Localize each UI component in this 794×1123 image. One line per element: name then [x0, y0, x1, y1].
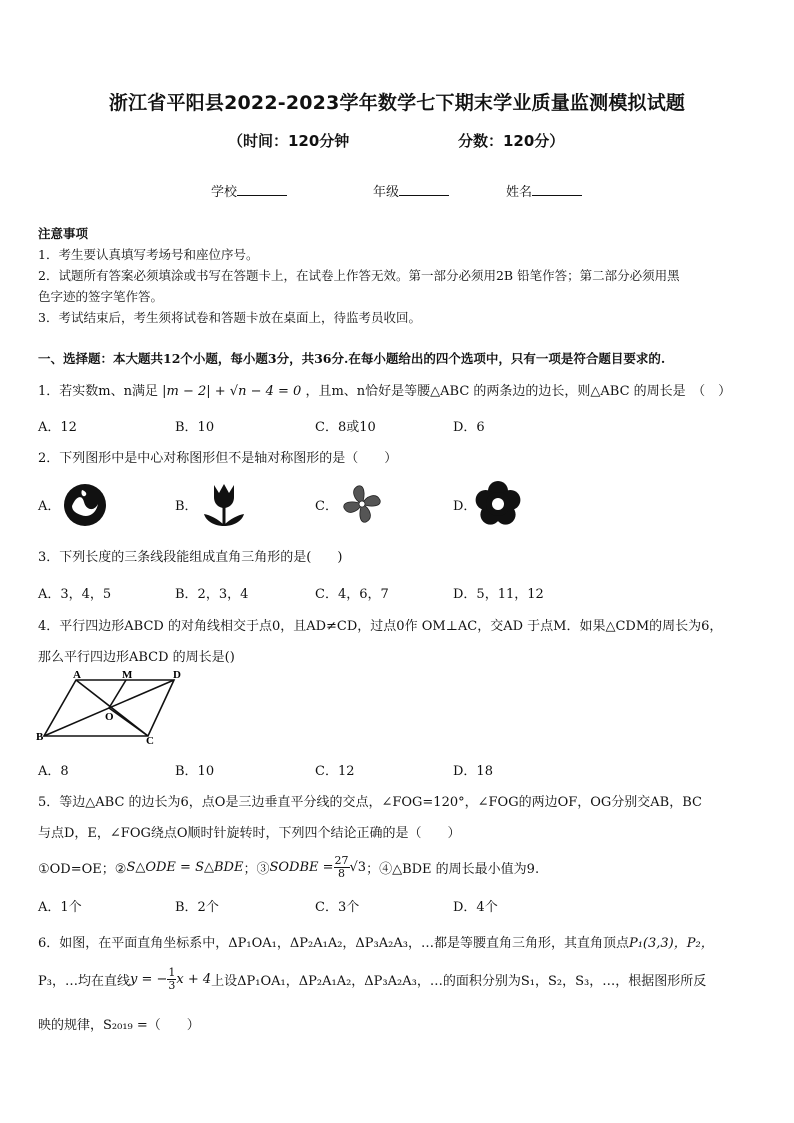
q5-c1: ①OD=OE；②: [38, 861, 127, 877]
q2-option-d[interactable]: D．: [453, 499, 477, 514]
name-blank: [532, 183, 582, 196]
q6-fraction: [167, 967, 176, 992]
q1-option-c[interactable]: C．8或10: [315, 420, 376, 435]
question-6-line1: [38, 932, 714, 951]
drop-circle-icon: [62, 482, 108, 528]
q5-option-c[interactable]: C．3个: [315, 900, 360, 915]
q6-line2a: P₃，…均在直线: [38, 973, 130, 989]
question-4-line1: 4．平行四边形ABCD 的对角线相交于点0，且AD≠CD，过点0作 OM⊥AC，交AD 于点M．如果△CDM的周长为6，: [38, 619, 723, 634]
notice-item: 2．试题所有答案必须填涂或书写在答题卡上，在试卷上作答无效。第一部分必须用2B 铅笔作答；第二部分必须用黑: [38, 268, 680, 283]
q6-line1b: P₁(3,3)，P₂，: [628, 936, 714, 951]
section-heading: 一、选择题：本大题共12个小题，每小题3分，共36分.在每小题给出的四个选项中，只有一项是符合题目要求的.: [38, 351, 666, 366]
notice-item: 3．考试结束后，考生须将试卷和答题卡放在桌面上，待监考员收回。: [38, 310, 421, 325]
q5-frac-num: 27: [334, 853, 349, 867]
vertex-label: C: [146, 735, 154, 747]
vertex-label: D: [173, 669, 181, 681]
question-1: [38, 380, 731, 399]
q1-option-a[interactable]: A．12: [38, 420, 77, 435]
grade-label: 年级: [373, 185, 400, 200]
notice-item: 色字迹的签字笔作答。: [38, 289, 164, 304]
q5-option-a[interactable]: A．1个: [38, 900, 82, 915]
vertex-label: A: [73, 669, 81, 681]
q4-option-a[interactable]: A．8: [38, 764, 69, 779]
q5-option-d[interactable]: D．4个: [453, 900, 498, 915]
question-5-line2: 与点D，E，∠FOG绕点O顺时针旋转时，下列四个结论正确的是（ ）: [38, 826, 461, 841]
question-3: 3．下列长度的三条线段能组成直角三角形的是( ): [38, 550, 343, 565]
q5-c3: ；③: [243, 861, 270, 877]
question-6-line2: [38, 962, 706, 996]
q5-option-b[interactable]: B．2个: [175, 900, 219, 915]
q1-option-d[interactable]: D．6: [453, 420, 485, 435]
q6-line-eq2: x + 4: [176, 971, 212, 987]
q5-frac-den: 8: [338, 866, 346, 880]
q6-frac-num: 1: [168, 965, 176, 979]
q2-option-c[interactable]: C．: [315, 499, 338, 514]
q3-option-c[interactable]: C．4，6，7: [315, 587, 389, 602]
school-field: [211, 181, 287, 200]
q3-option-b[interactable]: B．2，3，4: [175, 587, 249, 602]
q6-line1a: 6．如图，在平面直角坐标系中，ΔP₁OA₁，ΔP₂A₁A₂，ΔP₃A₂A₃，…都是等腰直角三角形，其直角顶点: [38, 936, 629, 951]
parallelogram-figure: [36, 668, 186, 748]
notice-heading: 注意事项: [38, 226, 89, 241]
score-info: 分数：120分）: [458, 132, 565, 150]
school-label: 学校: [211, 185, 238, 200]
vertex-label: O: [105, 711, 114, 723]
q4-option-c[interactable]: C．12: [315, 764, 355, 779]
q6-line-eq: y = −: [129, 971, 168, 987]
q1-pre: 1．若实数m、n满足: [38, 384, 158, 399]
tulip-icon: [200, 481, 248, 529]
q5-c4: ；④△BDE 的周长最小值为9.: [366, 861, 540, 877]
q4-option-b[interactable]: B．10: [175, 764, 215, 779]
flower-icon: [474, 480, 522, 528]
q5-sqrt3: √3: [349, 859, 367, 875]
q6-frac-den: 3: [168, 978, 176, 992]
q3-option-d[interactable]: D．5，11，12: [453, 587, 544, 602]
pinwheel-icon: [338, 480, 386, 528]
q1-post: ，且m、n恰好是等腰△ABC 的两条边的边长，则△ABC 的周长是 （ ）: [305, 384, 732, 399]
q2-option-a[interactable]: A．: [38, 499, 61, 514]
school-blank: [237, 183, 287, 196]
notice-item: 1．考生要认真填写考场号和座位序号。: [38, 247, 259, 262]
q6-line2b: 上设ΔP₁OA₁，ΔP₂A₁A₂，ΔP₃A₂A₃，…的面积分别为S₁，S₂，S₃，…，根据图形所反: [211, 973, 707, 989]
q1-equation: |m − 2| + √n − 4 = 0: [162, 384, 302, 399]
q3-option-a[interactable]: A．3，4，5: [38, 587, 112, 602]
q4-option-d[interactable]: D．18: [453, 764, 493, 779]
question-2: 2．下列图形中是中心对称图形但不是轴对称图形的是（ ）: [38, 451, 398, 466]
question-4-line2: 那么平行四边形ABCD 的周长是(): [38, 650, 235, 665]
q1-option-b[interactable]: B．10: [175, 420, 215, 435]
q2-option-b[interactable]: B．: [175, 499, 198, 514]
time-info: （时间：120分钟: [228, 132, 350, 150]
q5-c3-eq: SODBE =: [269, 859, 334, 875]
question-6-line3: 映的规律，S₂₀₁₉ =（ ）: [38, 1018, 200, 1033]
question-5-conclusions: [38, 852, 539, 882]
q5-fraction: [334, 855, 350, 880]
page-title: 浙江省平阳县2022-2023学年数学七下期末学业质量监测模拟试题: [108, 92, 686, 114]
name-field: [506, 181, 582, 200]
grade-field: [373, 181, 449, 200]
name-label: 姓名: [506, 185, 533, 200]
vertex-label: M: [122, 669, 133, 681]
grade-blank: [399, 183, 449, 196]
q5-c2-eq: S△ODE = S△BDE: [126, 859, 244, 875]
question-5-line1: 5．等边△ABC 的边长为6，点O是三边垂直平分线的交点，∠FOG=120°，∠FOG的两边OF，OG分别交AB，BC: [38, 795, 702, 810]
vertex-label: B: [36, 731, 44, 743]
